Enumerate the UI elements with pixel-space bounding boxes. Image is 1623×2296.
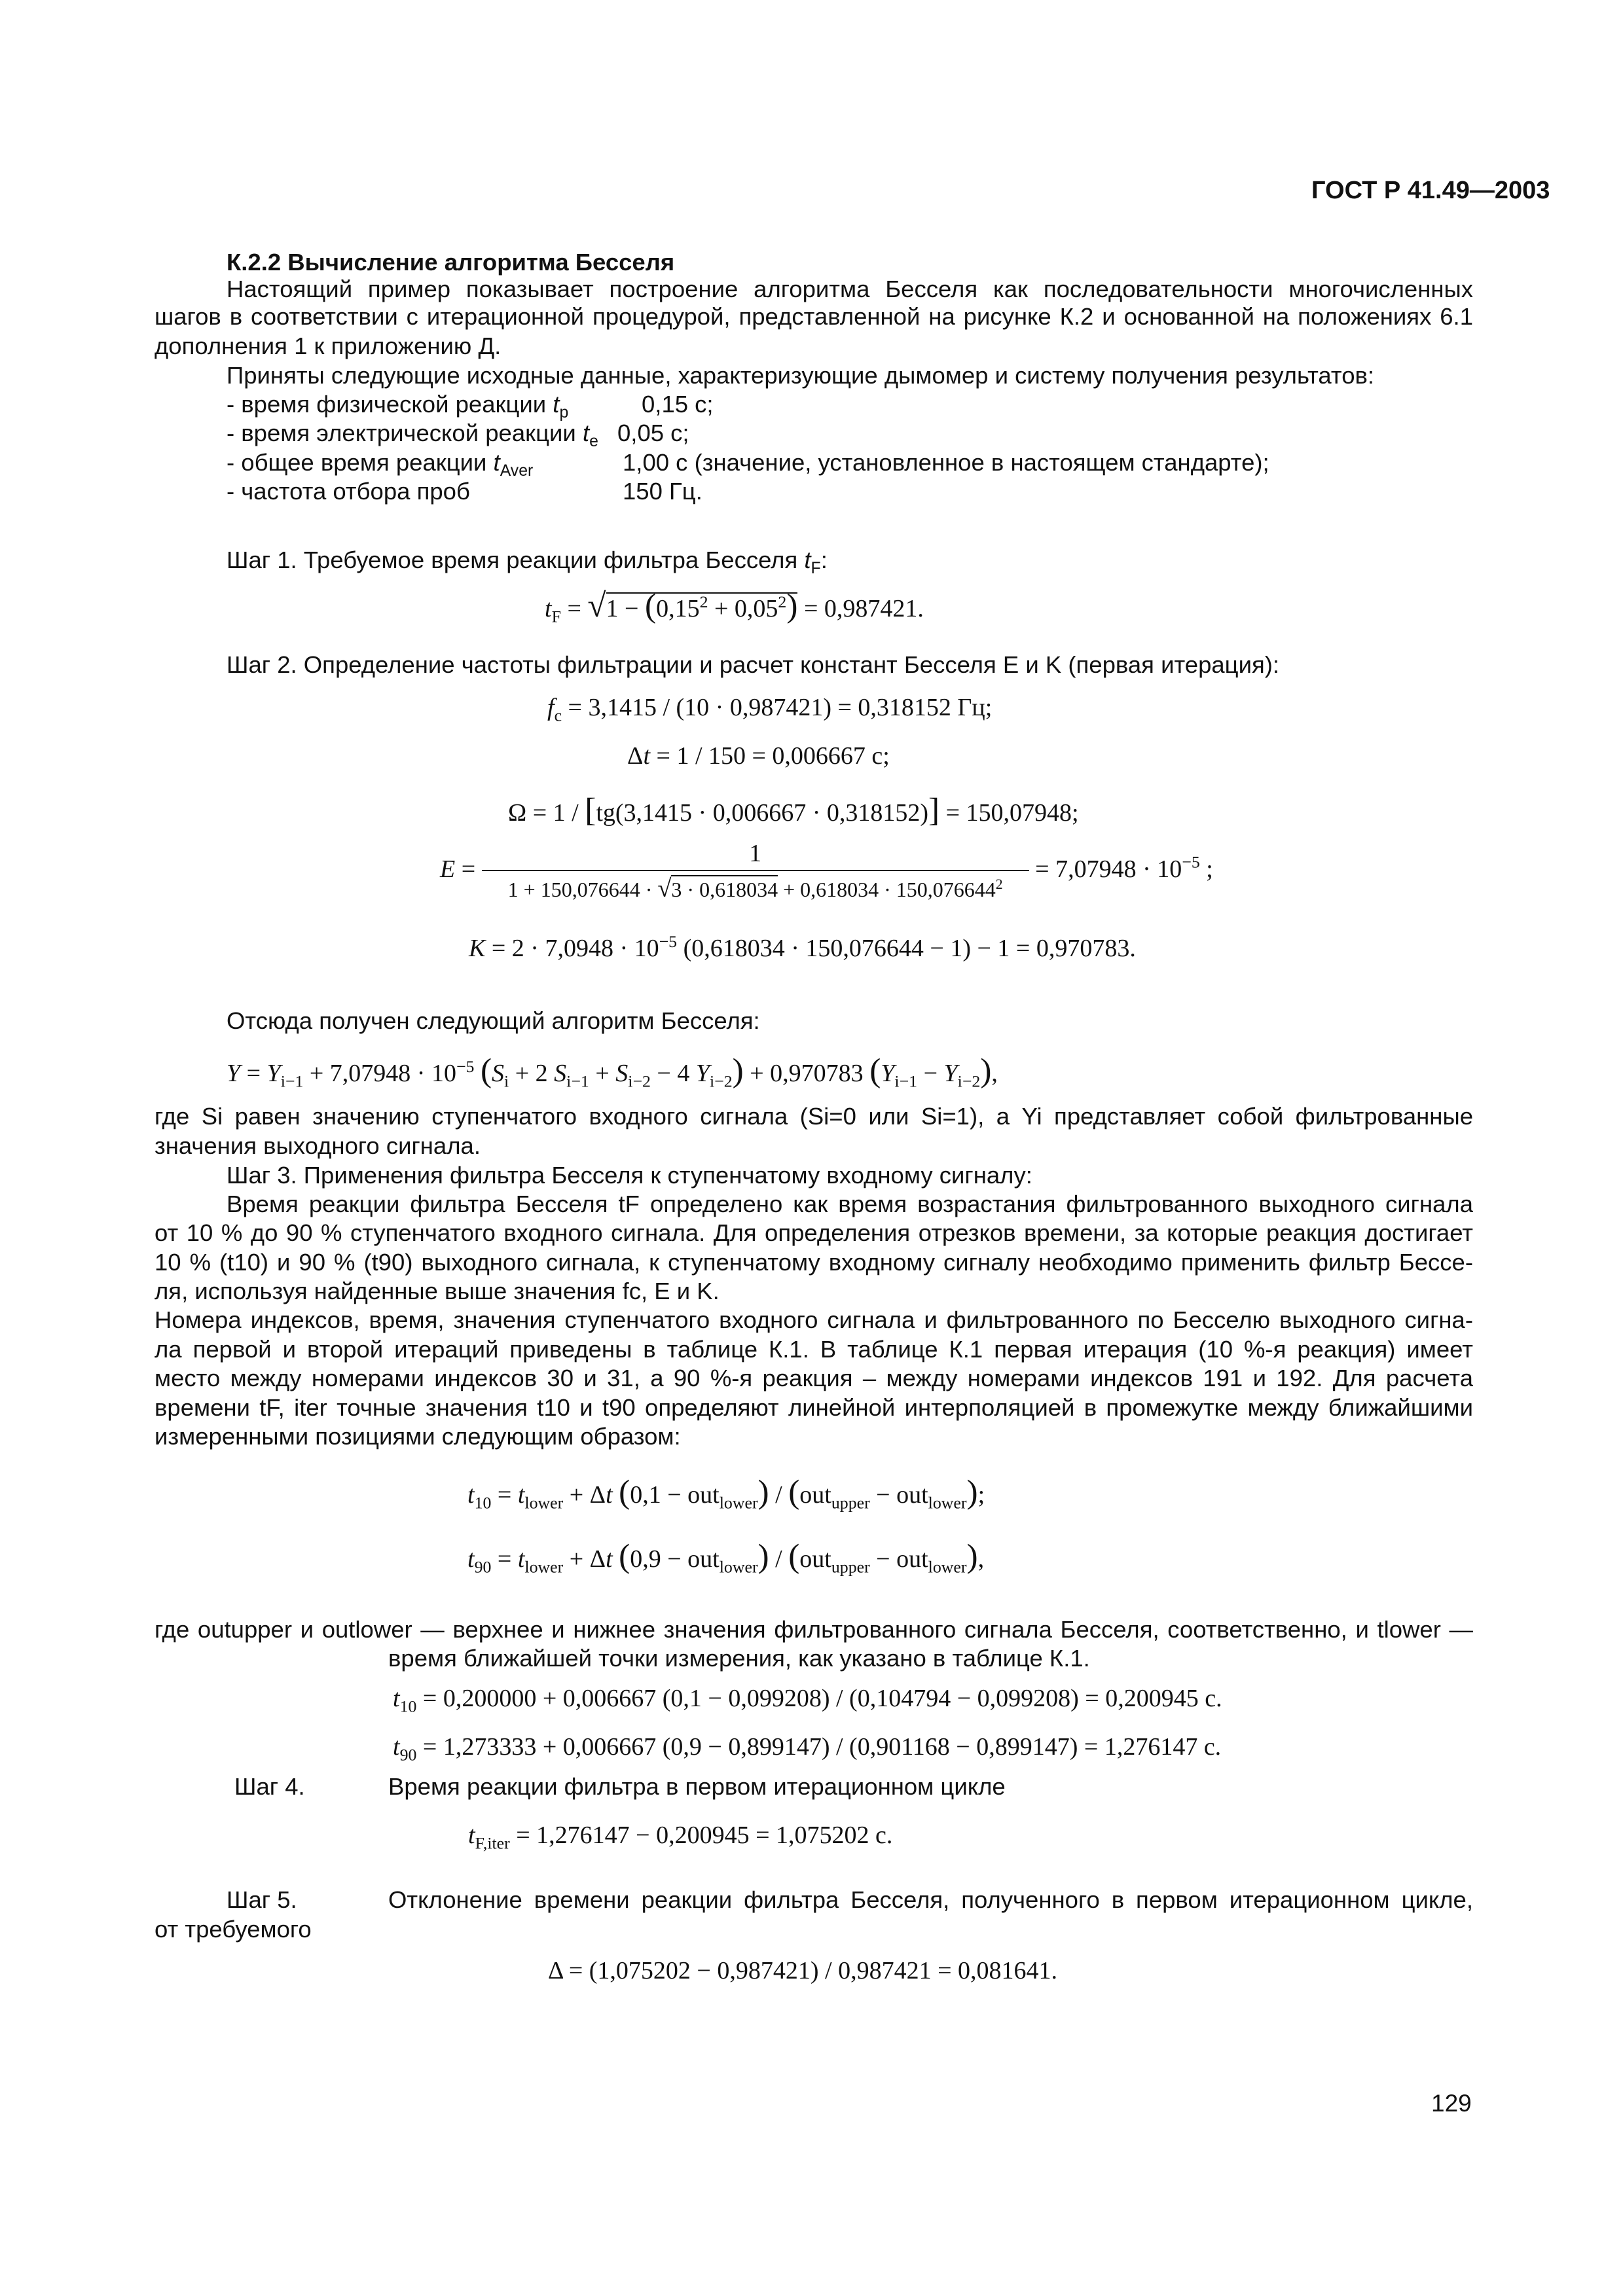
indexes-line-1: Номера индексов, время, значения ступенчатого входного сигнала и фильтрованного по Бесселю выходного сигна- [155, 1306, 1473, 1333]
indexes-line-3: место между номерами индексов 30 и 31, а 90 %-я реакция – между номерами индексов 191 и 192. Для расчета [155, 1365, 1473, 1391]
step5-text: Отклонение времени реакции фильтра Бесселя, полученного в первом итерационном цикле, [388, 1886, 1473, 1913]
formula-t10-numeric: $t_{10} = 0,200000 + 0,006667$ (0,1 − 0,099208) / (0,104794 − 0,099208) = 0,200945 с. [393, 1685, 1222, 1716]
page-number: 129 [1431, 2090, 1472, 2117]
formula-bessel-algorithm: $Y = Y_{i-1} + 7,07948 \cdot 10^{-5}$ ($S_i + 2$ $S_{i-1} + S_{i-2} - 4$ $Y_{i-2}) + 0,970783$ $(Y_{i-1} - Y_{i-2})$, [227, 1052, 998, 1091]
input-sampling-value: 150 Гц. [623, 478, 702, 505]
step1-heading: Шаг 1. Требуемое время реакции фильтра Бесселя $t_F$: [227, 547, 828, 577]
formula-fc: $f_c = 3,1415 / (10 \cdot 0,987421) = 0,318152$ Гц; [547, 694, 993, 725]
tF-value: 0,987421. [824, 595, 924, 622]
formula-E: E = $\frac{1}{1 + 150,076644 \cdot √3 \cdot 0,618034 + 0,618034 \cdot 150,076644^2}$ = $7,07948 \cdot 10^{-5}$ ; [440, 840, 1213, 903]
step3-line-1: Время реакции фильтра Бесселя tF определено как время возрастания фильтрованного выходного сигнала [227, 1191, 1473, 1217]
step3-line-3: 10 % (t10) и 90 % (t90) выходного сигнала, к ступенчатому входному сигналу необходимо применить фильтр Бессе- [155, 1249, 1473, 1276]
formula-delta: Δ = (1,075202 − 0,987421) / 0,987421 = 0,081641. [548, 1957, 1058, 1984]
where-line-2: значения выходного сигнала. [155, 1132, 481, 1159]
formula-t10-general: $t_{10} = t_{lower} + \Delta t$ (0,1 − out$_{lower}$) / (out$_{upper}$ − out$_{lower}$); [467, 1473, 985, 1513]
formula-t90-numeric: $t_{90} = 1,273333 + 0,006667$ (0,9 − 0,899147) / (0,901168 − 0,899147) = 1,276147 с. [393, 1733, 1222, 1765]
indexes-line-5: измеренными позициями следующим образом: [155, 1423, 681, 1450]
intro-line-2: шагов в соответствии с итерационной процедурой, представленной на рисунке К.2 и основанной на положениях 6.1 [155, 303, 1473, 330]
out-definition-line-1: где outupper и outlower — верхнее и нижнее значения фильтрованного сигнала Бесселя, соответственно, и tlower — [155, 1616, 1473, 1643]
intro-line-3: дополнения 1 к приложению Д. [155, 332, 501, 359]
algorithm-intro: Отсюда получен следующий алгоритм Бесселя: [227, 1007, 760, 1034]
formula-omega: Ω = 1 / [tg(3,1415 · 0,006667 · 0,318152)] = 150,07948; [508, 791, 1079, 829]
step3-heading: Шаг 3. Применения фильтра Бесселя к ступенчатому входному сигналу: [227, 1162, 1032, 1189]
formula-dt: Δt = 1 / 150 = 0,006667 с; [627, 742, 890, 770]
step3-line-2: от 10 % до 90 % ступенчатого входного сигнала. Для определения отрезков времени, за которые реакция достигает [155, 1219, 1473, 1246]
step5-tail: от требуемого [155, 1916, 312, 1943]
input-electrical-label: - время электрической реакции $t_e$ [227, 420, 598, 450]
formula-tF: $t_F = √1 - (0,15^2 + 0,05^2) = 0,987421$. [545, 587, 924, 626]
document-standard-id: ГОСТ Р 41.49—2003 [1311, 177, 1550, 204]
section-title: К.2.2 Вычисление алгоритма Бесселя [227, 249, 675, 276]
formula-K: $K = 2 \cdot 7,0948 \cdot 10^{-5}$ (0,618034 · 150,076644 − 1) − 1 = 0,970783. [469, 931, 1136, 962]
input-total-label: - общее время реакции $t_{Aver}$ [227, 449, 534, 480]
input-sampling-label: - частота отбора проб [227, 478, 470, 505]
formula-t90-general: $t_{90} = t_{lower} + \Delta t$ (0,9 − out$_{lower}$) / (out$_{upper}$ − out$_{lower}$), [467, 1537, 985, 1577]
input-electrical-value: 0,05 с; [617, 420, 689, 446]
indexes-line-2: ла первой и второй итераций приведены в таблице К.1. В таблице К.1 первая итерация (10 %-я реакция) имеет [155, 1336, 1473, 1363]
input-physical-label: - время физической реакции $t_p$ [227, 391, 569, 422]
input-physical-value: 0,15 с; [642, 391, 714, 418]
step5-label: Шаг 5. [227, 1886, 297, 1913]
inputs-intro: Приняты следующие исходные данные, характеризующие дымомер и систему получения результатов: [227, 362, 1375, 389]
input-total-value: 1,00 с (значение, установленное в настоящем стандарте); [623, 449, 1269, 476]
formula-tF-iter: $t_{F,iter} = 1,276147 - 0,200945 = 1,075202$ с. [468, 1821, 893, 1853]
step4-text: Время реакции фильтра в первом итерационном цикле [388, 1773, 1006, 1800]
indexes-line-4: времени tF, iter точные значения t10 и t90 определяют линейной интерполяцией в промежутке между ближайшими [155, 1394, 1473, 1421]
step4-label: Шаг 4. [234, 1773, 305, 1800]
step3-line-4: ля, используя найденные выше значения fc, E и K. [155, 1278, 720, 1304]
intro-line-1: Настоящий пример показывает построение алгоритма Бесселя как последовательности многочисленных [227, 276, 1473, 302]
where-line-1: где Si равен значению ступенчатого входного сигнала (Si=0 или Si=1), а Yi представляет собой фильтрованные [155, 1103, 1473, 1130]
out-definition-line-2: время ближайшей точки измерения, как указано в таблице К.1. [388, 1645, 1090, 1672]
step2-heading: Шаг 2. Определение частоты фильтрации и расчет констант Бесселя E и K (первая итерация): [227, 651, 1280, 678]
